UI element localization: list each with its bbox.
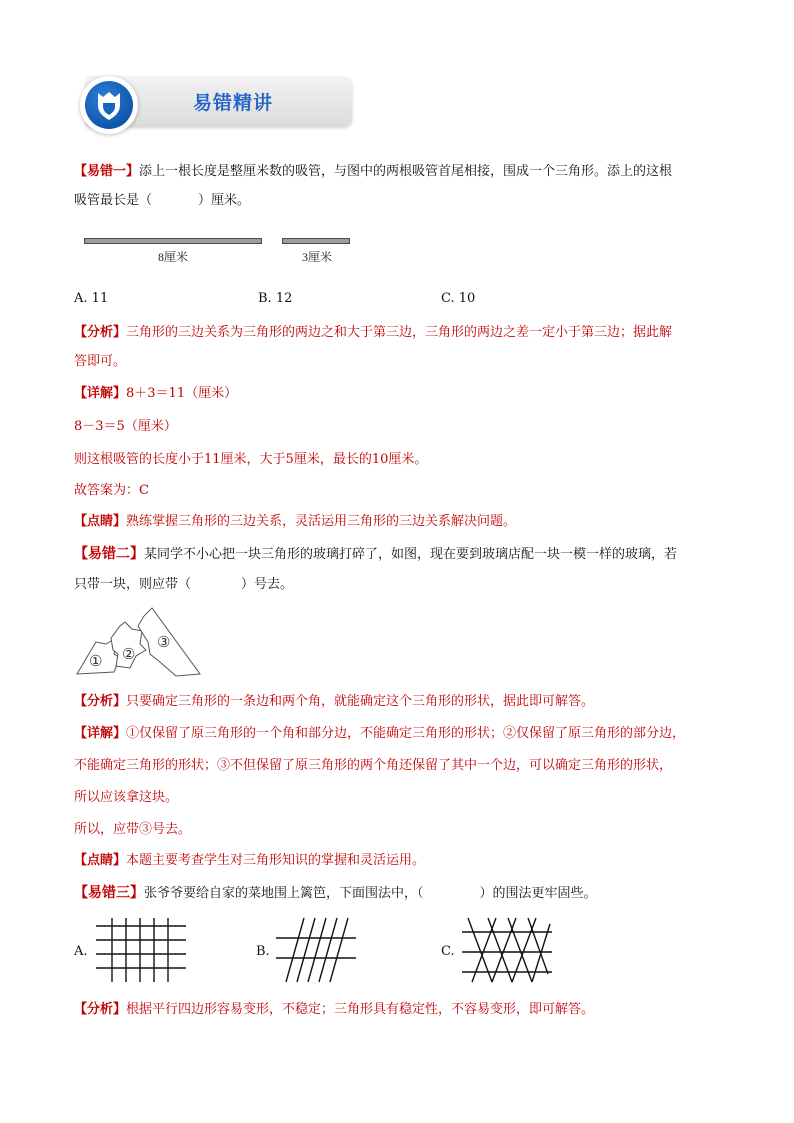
q2-comment-text: 本题主要考查学生对三角形知识的掌握和灵活运用。 xyxy=(126,853,426,868)
q1-analysis-text1: 三角形的三边关系为三角形的两边之和大于第三边，三角形的两边之差一定小于第三边；据此解 xyxy=(126,325,673,340)
q2-text-line1 xyxy=(74,545,677,564)
q2-detail-text1: ①仅保留了原三角形的一个角和部分边，不能确定三角形的形状；②仅保留了原三角形的部分边， xyxy=(126,726,686,741)
q1-text-line2 xyxy=(74,192,250,210)
piece-label-2: ② xyxy=(122,645,136,663)
section-title: 易错精讲 xyxy=(193,92,274,114)
broken-glass-figure xyxy=(70,604,210,680)
q1-analysis-line2: 答即可。 xyxy=(74,354,127,369)
piece-label-1: ① xyxy=(89,652,103,670)
q1-option-b xyxy=(258,291,292,306)
q3-tag: 【易错三】 xyxy=(74,885,144,901)
q3-analysis-text: 根据平行四边形容易变形，不稳定；三角形具有稳定性，不容易变形，即可解答。 xyxy=(126,1002,595,1017)
fence-b-parallel xyxy=(272,916,360,984)
option-letter: A. xyxy=(74,291,88,306)
q3-text1a: 张爷爷要给自家的菜地围上篱笆，下面围法中，（ xyxy=(144,886,424,901)
q3-text-line1 xyxy=(74,884,597,903)
q2-comment xyxy=(74,852,425,870)
q1-option-c xyxy=(441,291,475,306)
q2-detail-tag: 【详解】 xyxy=(74,726,127,741)
q2-tag: 【易错二】 xyxy=(74,546,144,562)
option-letter: B. xyxy=(258,291,272,306)
option-value: 12 xyxy=(275,291,293,306)
q3-option-b-label: B. xyxy=(256,944,270,959)
q1-text2a: 吸管最长是（ xyxy=(74,193,153,208)
q2-detail-line2: 不能确定三角形的形状；③不但保留了原三角形的两个角还保留了其中一个边，可以确定三角形的形状， xyxy=(74,758,673,773)
q3-analysis-tag: 【分析】 xyxy=(74,1002,127,1017)
fence-a-grid xyxy=(92,916,188,984)
straw-8cm-label: 8厘米 xyxy=(158,250,189,264)
q2-text-line2 xyxy=(74,576,293,594)
piece-label-3: ③ xyxy=(157,633,171,651)
straw-3cm-label: 3厘米 xyxy=(302,250,333,264)
q1-detail-text1: 8＋3＝11（厘米） xyxy=(126,386,238,401)
option-value: 10 xyxy=(458,291,476,306)
q1-answer: 故答案为：C xyxy=(74,483,149,498)
straw-3cm xyxy=(282,238,350,244)
q2-answer: 所以，应带③号去。 xyxy=(74,822,192,837)
q1-detail-line1 xyxy=(74,385,237,403)
option-letter: C. xyxy=(441,291,455,306)
q2-comment-tag: 【点睛】 xyxy=(74,853,127,868)
q2-analysis-tag: 【分析】 xyxy=(74,694,127,709)
q2-text2a: 只带一块，则应带（ xyxy=(74,577,192,592)
q1-text-line1 xyxy=(74,163,672,181)
q3-text1b: ）的围法更牢固些。 xyxy=(479,886,597,901)
q2-text2b: ）号去。 xyxy=(241,577,294,592)
q1-detail-tag: 【详解】 xyxy=(74,386,127,401)
q1-comment xyxy=(74,513,516,531)
q2-analysis-text: 只要确定三角形的一条边和两个角，就能确定这个三角形的形状，据此即可解答。 xyxy=(126,694,595,709)
q2-analysis xyxy=(74,693,594,711)
q3-analysis xyxy=(74,1001,594,1019)
q2-text1: 某同学不小心把一块三角形的玻璃打碎了，如图，现在要到玻璃店配一块一模一样的玻璃，若 xyxy=(144,547,678,562)
q1-comment-text: 熟练掌握三角形的三边关系，灵活运用三角形的三边关系解决问题。 xyxy=(126,514,517,529)
q1-option-a xyxy=(74,291,108,306)
shield-icon xyxy=(96,89,122,121)
q1-analysis-line1 xyxy=(74,324,672,342)
q3-option-c-label: C. xyxy=(441,944,455,959)
q1-detail-line2: 8－3＝5（厘米） xyxy=(74,419,177,434)
q1-text1: 添上一根长度是整厘米数的吸管，与图中的两根吸管首尾相接，围成一个三角形。添上的这根 xyxy=(139,164,673,179)
straw-8cm xyxy=(84,238,262,244)
q3-option-a-label: A. xyxy=(74,944,88,959)
q2-detail-line1 xyxy=(74,725,685,743)
q1-comment-tag: 【点睛】 xyxy=(74,514,127,529)
q1-tag: 【易错一】 xyxy=(74,164,140,179)
fence-c-triangles xyxy=(458,916,554,984)
option-value: 11 xyxy=(91,291,109,306)
q1-text2b: ）厘米。 xyxy=(198,193,251,208)
q1-analysis-tag: 【分析】 xyxy=(74,325,127,340)
q1-detail-line3: 则这根吸管的长度小于11厘米，大于5厘米，最长的10厘米。 xyxy=(74,452,428,467)
q2-detail-line3: 所以应该拿这块。 xyxy=(74,790,179,805)
